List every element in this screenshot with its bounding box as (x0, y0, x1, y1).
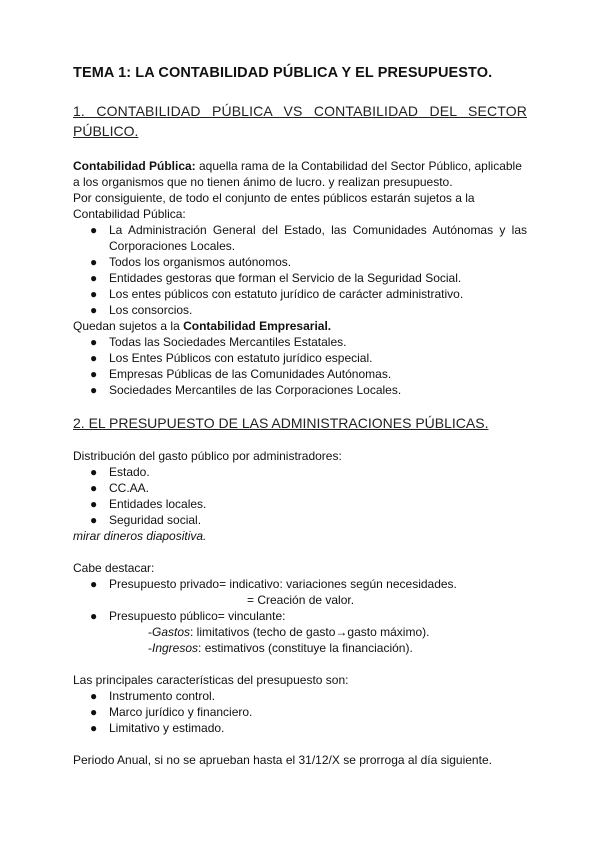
bullet-icon: ● (90, 689, 98, 703)
list-item: Sociedades Mercantiles de las Corporaciones Locales. (109, 383, 402, 397)
bullet-icon: ● (90, 255, 98, 269)
list-item: Presupuesto público= vinculante: (109, 609, 286, 623)
list-item: Seguridad social. (109, 513, 202, 527)
list-item: Los Entes Públicos con estatuto jurídico especial. (109, 351, 373, 365)
bullet-icon: ● (90, 465, 98, 479)
ingresos-dash: - (148, 641, 152, 655)
list-item: Limitativo y estimado. (109, 721, 225, 735)
list-item: Todas las Sociedades Mercantiles Estatales. (109, 335, 347, 349)
definition-line-2: a los organismos que no tienen ánimo de lucro. y realizan presupuesto. (73, 175, 453, 189)
list-item: Empresas Públicas de las Comunidades Autónomas. (109, 367, 392, 381)
section1-heading-cont: PÚBLICO. (73, 123, 139, 139)
paragraph-line: Contabilidad Pública: (73, 207, 186, 221)
bullet-icon: ● (90, 351, 98, 365)
list-item-cont: = Creación de valor. (247, 593, 355, 607)
list-item: Presupuesto privado= indicativo: variaciones según necesidades. (109, 577, 457, 591)
note-line: mirar dineros diapositiva. (73, 529, 207, 543)
bullet-icon: ● (90, 271, 98, 285)
bullet-icon: ● (90, 481, 98, 495)
paragraph-line: Las principales características del presupuesto son: (73, 673, 349, 687)
ingresos-text: : estimativos (constituye la financiación). (198, 641, 413, 655)
section1-heading: 1. CONTABILIDAD PÚBLICA VS CONTABILIDAD DEL SECTOR (73, 103, 527, 119)
section2-heading: 2. EL PRESUPUESTO DE LAS ADMINISTRACIONES PÚBLICAS. (73, 415, 489, 431)
bullet-icon: ● (90, 383, 98, 397)
paragraph-line: Cabe destacar: (73, 561, 155, 575)
paragraph-line: Periodo Anual, si no se aprueban hasta el 31/12/X se prorroga al día siguiente. (73, 753, 492, 767)
bullet-icon: ● (90, 303, 98, 317)
ingresos-label: Ingresos (152, 641, 199, 655)
bullet-icon: ● (90, 335, 98, 349)
paragraph-line: Por consiguiente, de todo el conjunto de entes públicos estarán sujetos a la (73, 191, 475, 205)
bullet-icon: ● (90, 497, 98, 511)
list-item: Los consorcios. (109, 303, 193, 317)
list-item: Los entes públicos con estatuto jurídico de carácter administrativo. (109, 287, 464, 301)
definition-line (73, 158, 522, 174)
sujetos-line (73, 318, 331, 334)
list-item: Marco jurídico y financiero. (109, 705, 253, 719)
list-item-cont: Corporaciones Locales. (109, 239, 236, 253)
gastos-text: : limitativos (techo de gasto→gasto máximo). (190, 625, 430, 639)
bullet-icon: ● (90, 367, 98, 381)
bullet-icon: ● (90, 721, 98, 735)
page-title: TEMA 1: LA CONTABILIDAD PÚBLICA Y EL PRESUPUESTO. (73, 65, 493, 81)
list-item: Todos los organismos autónomos. (109, 255, 292, 269)
gastos-label: Gastos (152, 625, 191, 639)
list-item: Instrumento control. (109, 689, 216, 703)
list-item: Estado. (109, 465, 150, 479)
bullet-icon: ● (90, 609, 98, 623)
list-item: CC.AA. (109, 481, 150, 495)
definition-term: Contabilidad Pública: (73, 159, 196, 173)
bullet-icon: ● (90, 513, 98, 527)
list-item: La Administración General del Estado, las Comunidades Autónomas y las (109, 223, 527, 237)
list-item: Entidades gestoras que forman el Servicio de la Seguridad Social. (109, 271, 462, 285)
sujetos-prefix: Quedan sujetos a la (73, 319, 184, 333)
bullet-icon: ● (90, 577, 98, 591)
definition-text: aquella rama de la Contabilidad del Sector Público, aplicable (195, 159, 522, 173)
paragraph-line: Distribución del gasto público por administradores: (73, 449, 342, 463)
ingresos-line (148, 640, 413, 656)
bullet-icon: ● (90, 223, 98, 237)
gastos-dash: - (148, 625, 152, 639)
sujetos-bold: Contabilidad Empresarial. (183, 319, 332, 333)
bullet-icon: ● (90, 705, 98, 719)
list-item: Entidades locales. (109, 497, 207, 511)
bullet-icon: ● (90, 287, 98, 301)
gastos-line (148, 624, 429, 640)
